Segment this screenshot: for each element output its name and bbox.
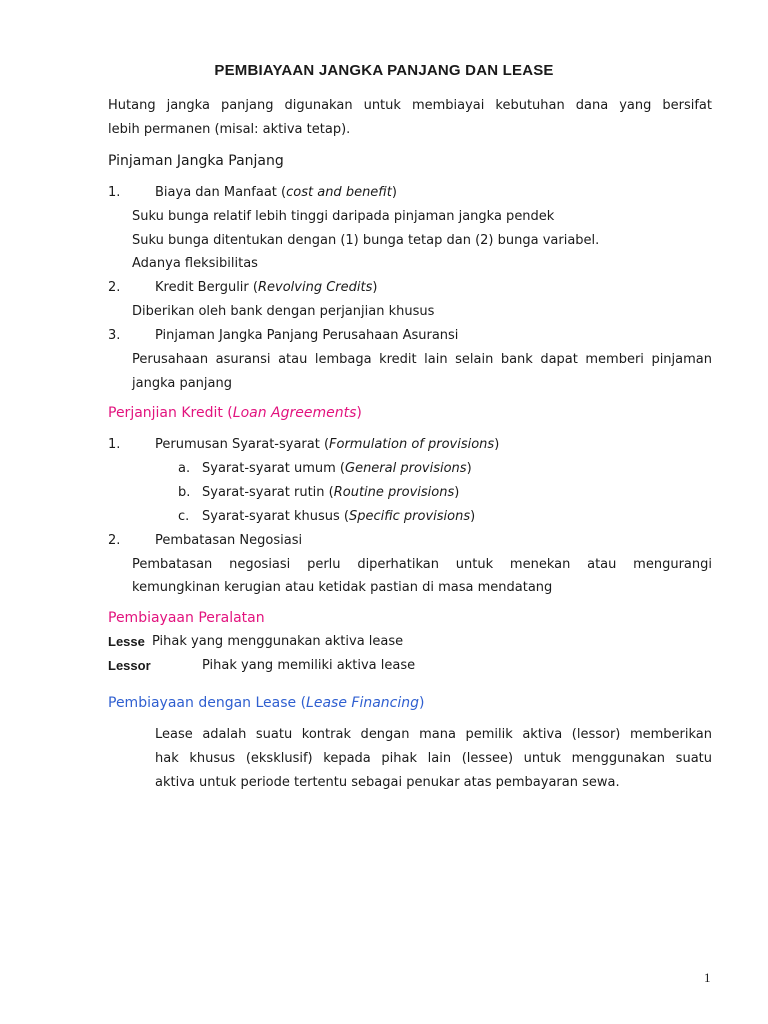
sub-list-letter: c.	[178, 509, 190, 524]
sub-text-end: )	[454, 485, 460, 500]
list-number: 1.	[108, 185, 121, 200]
sub-point: jangka panjang	[132, 376, 232, 391]
sub-point: Pembatasan negosiasi perlu diperhatikan untuk menekan atau mengurangi	[132, 557, 712, 572]
heading-emphasis: Lease Financing	[306, 695, 420, 711]
list-item-emphasis: Formulation of provisions	[329, 437, 495, 452]
list-item-asuransi: Pinjaman Jangka Panjang Perusahaan Asuransi	[155, 328, 459, 343]
sub-list-item-umum	[202, 461, 472, 477]
page-number: 1	[704, 970, 711, 985]
list-item-kredit-bergulir	[155, 280, 377, 296]
section-heading-pinjaman: Pinjaman Jangka Panjang	[108, 153, 284, 169]
list-item-text: Kredit Bergulir (	[155, 280, 258, 295]
list-item-text-end: )	[372, 280, 378, 295]
lease-paragraph-line: aktiva untuk periode tertentu sebagai penukar atas pembayaran sewa.	[155, 775, 620, 790]
term-lesse: Lesse	[108, 634, 145, 649]
lease-paragraph-line: hak khusus (eksklusif) kepada pihak lain (lessee) untuk menggunakan suatu	[155, 751, 712, 766]
definition-lesse: Pihak yang menggunakan aktiva lease	[152, 634, 404, 649]
sub-text: Syarat-syarat khusus (	[202, 509, 349, 524]
list-item-text: Biaya dan Manfaat (	[155, 185, 287, 200]
list-item-pembatasan: Pembatasan Negosiasi	[155, 533, 303, 548]
section-heading-lease-financing	[108, 695, 424, 711]
heading-text-end: )	[356, 405, 362, 421]
sub-text-end: )	[470, 509, 476, 524]
intro-line-1: Hutang jangka panjang digunakan untuk membiayai kebutuhan dana yang bersifat	[108, 98, 712, 113]
sub-point: Diberikan oleh bank dengan perjanjian khusus	[132, 304, 435, 319]
sub-list-item-khusus	[202, 509, 475, 525]
list-number: 2.	[108, 280, 121, 295]
sub-point: Suku bunga ditentukan dengan (1) bunga tetap dan (2) bunga variabel.	[132, 233, 600, 248]
sub-list-letter: a.	[178, 461, 191, 476]
intro-line-2: lebih permanen (misal: aktiva tetap).	[108, 122, 351, 137]
sub-text: Syarat-syarat umum (	[202, 461, 345, 476]
list-number: 1.	[108, 437, 121, 452]
list-number: 3.	[108, 328, 121, 343]
section-heading-perjanjian-kredit	[108, 405, 362, 421]
list-item-emphasis: cost and benefit	[286, 185, 392, 200]
sub-emphasis: General provisions	[345, 461, 467, 476]
sub-text-end: )	[466, 461, 472, 476]
definition-lessor: Pihak yang memiliki aktiva lease	[202, 658, 416, 673]
sub-emphasis: Specific provisions	[348, 509, 471, 524]
list-number: 2.	[108, 533, 121, 548]
list-item-text-end: )	[391, 185, 397, 200]
heading-text: Perjanjian Kredit (	[108, 405, 233, 421]
heading-text: Pembiayaan dengan Lease (	[108, 695, 307, 711]
sub-text: Syarat-syarat rutin (	[202, 485, 334, 500]
heading-emphasis: Loan Agreements	[232, 405, 357, 421]
list-item-text: Perumusan Syarat-syarat (	[155, 437, 330, 452]
sub-point: Perusahaan asuransi atau lembaga kredit lain selain bank dapat memberi pinjaman	[132, 352, 712, 367]
sub-point: Suku bunga relatif lebih tinggi daripada pinjaman jangka pendek	[132, 209, 555, 224]
list-item-perumusan	[155, 437, 499, 453]
heading-text-end: )	[419, 695, 425, 711]
sub-point: Adanya fleksibilitas	[132, 256, 258, 271]
lease-paragraph-line: Lease adalah suatu kontrak dengan mana pemilik aktiva (lessor) memberikan	[155, 727, 712, 742]
page-title: PEMBIAYAAN JANGKA PANJANG DAN LEASE	[214, 62, 554, 79]
list-item-text-end: )	[494, 437, 500, 452]
term-lessor: Lessor	[108, 658, 151, 673]
sub-list-item-rutin	[202, 485, 459, 501]
sub-list-letter: b.	[178, 485, 191, 500]
sub-point: kemungkinan kerugian atau ketidak pastian di masa mendatang	[132, 580, 553, 595]
section-heading-peralatan: Pembiayaan Peralatan	[108, 610, 265, 626]
list-item-emphasis: Revolving Credits	[257, 280, 373, 295]
list-item-biaya-manfaat	[155, 185, 397, 201]
sub-emphasis: Routine provisions	[333, 485, 455, 500]
